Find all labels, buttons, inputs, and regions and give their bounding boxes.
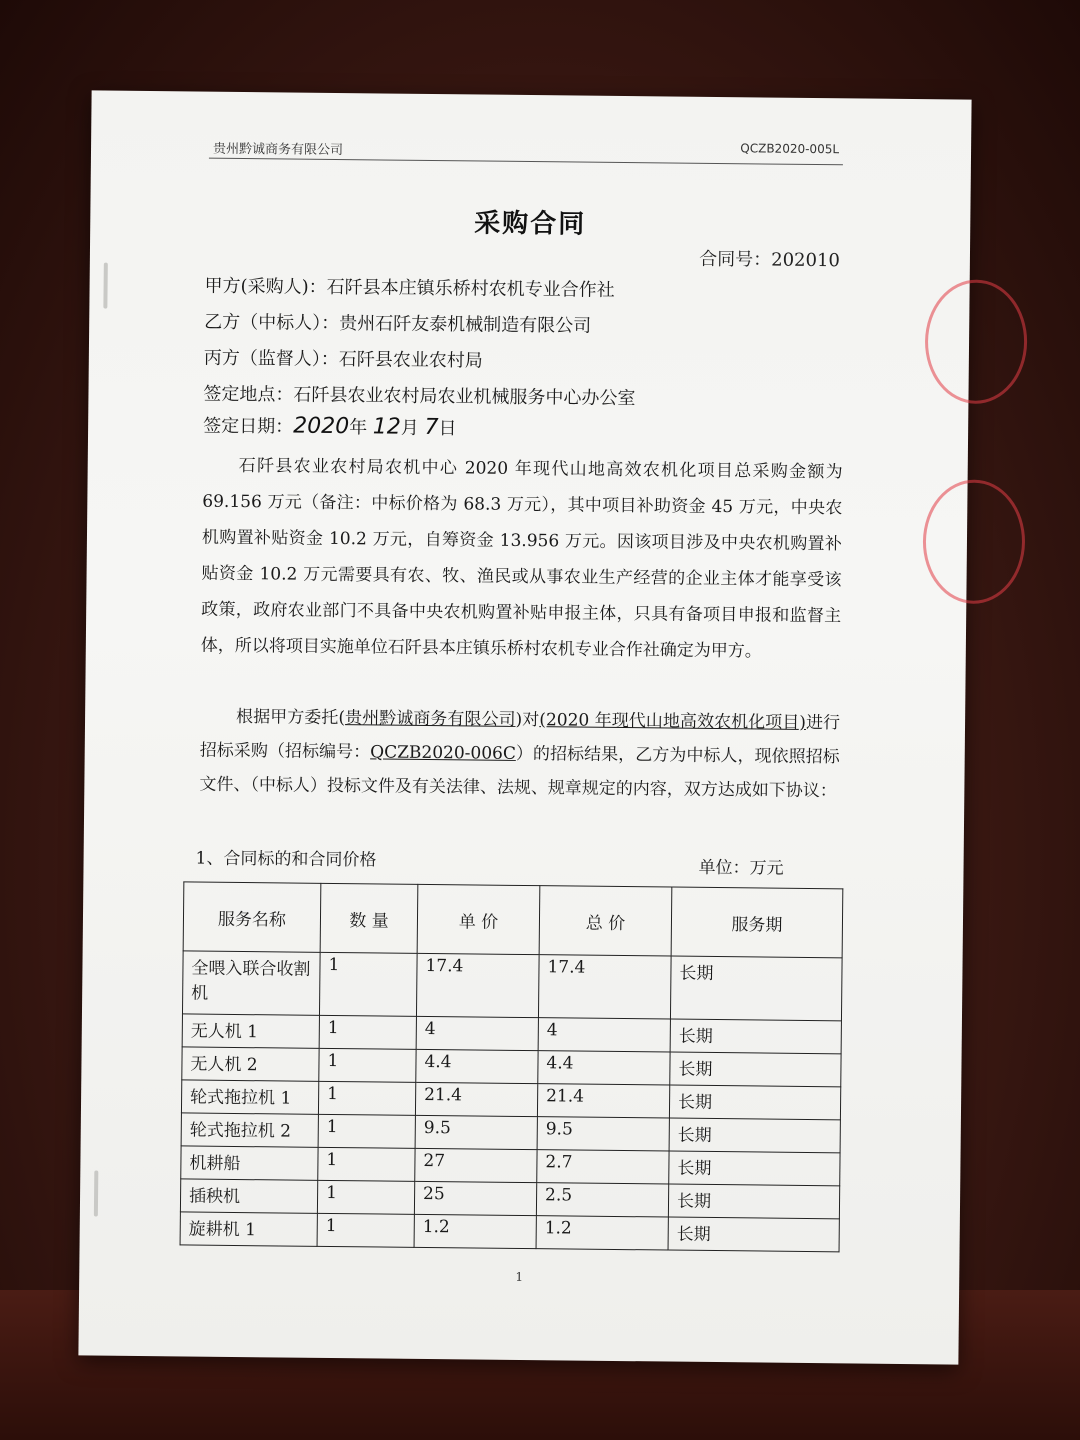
table-row <box>182 951 842 1021</box>
column-header: 总 价 <box>539 886 672 956</box>
table-row <box>180 1212 839 1252</box>
cell-unit-price: 1.2 <box>414 1214 536 1248</box>
agreement-text-2: )对 <box>515 709 540 731</box>
sign-date-month: 12 <box>372 414 402 440</box>
cell-service-period: 长期 <box>670 956 842 1021</box>
unit-label: 单位：万元 <box>698 857 784 879</box>
column-header: 服务期 <box>671 887 843 958</box>
cell-total-price: 1.2 <box>536 1216 668 1250</box>
page-title: 采购合同 <box>474 208 587 240</box>
cell-qty: 1 <box>318 1147 415 1181</box>
contract-page <box>78 90 971 1364</box>
sign-location <box>203 380 635 411</box>
cell-qty: 1 <box>318 1114 415 1148</box>
column-header: 数 量 <box>320 883 418 953</box>
cell-total-price: 21.4 <box>537 1084 669 1118</box>
party-b-value: 贵州石阡友泰机械制造有限公司 <box>339 313 592 337</box>
header-company: 贵州黔诚商务有限公司 <box>212 141 344 159</box>
cell-name: 插秧机 <box>180 1179 317 1213</box>
agreement-tender-no: QCZB2020-006C <box>370 742 516 764</box>
sign-date-year: 2020 <box>293 413 350 440</box>
sign-date-day-unit: 日 <box>438 418 457 440</box>
column-header: 单 价 <box>417 884 540 954</box>
cell-total-price: 2.7 <box>537 1150 669 1184</box>
agreement-text-1: 根据甲方委托( <box>235 706 346 729</box>
table-header-row <box>183 882 843 958</box>
cell-unit-price: 21.4 <box>415 1082 537 1116</box>
party-a-label: 甲方(采购人)： <box>204 275 327 298</box>
cell-name: 无人机 1 <box>182 1014 319 1048</box>
cell-qty: 1 <box>319 1015 416 1049</box>
cell-unit-price: 9.5 <box>415 1115 537 1149</box>
cell-service-period: 长期 <box>669 1085 840 1120</box>
binding-hole <box>94 1171 98 1217</box>
cell-total-price: 2.5 <box>536 1183 668 1217</box>
party-b <box>204 308 591 338</box>
cell-name: 无人机 2 <box>182 1047 319 1081</box>
party-a <box>204 272 614 302</box>
cell-qty: 1 <box>318 1081 415 1115</box>
sign-date-month-unit: 月 <box>400 417 419 439</box>
party-c-value: 石阡县农业农村局 <box>338 349 483 372</box>
column-header: 服务名称 <box>183 882 321 952</box>
cell-qty: 1 <box>317 1180 414 1214</box>
cell-unit-price: 25 <box>414 1181 536 1215</box>
sign-date <box>203 412 457 441</box>
cell-service-period: 长期 <box>670 1052 841 1087</box>
cell-name: 旋耕机 1 <box>180 1212 317 1246</box>
sign-date-label: 签定日期： <box>203 415 294 438</box>
red-seal-stamp <box>924 279 1027 404</box>
cell-total-price: 4.4 <box>538 1051 670 1085</box>
agreement-project: (2020 年现代山地高效农机化项目) <box>539 710 807 733</box>
cell-total-price: 4 <box>538 1018 670 1052</box>
cell-name: 轮式拖拉机 1 <box>181 1080 318 1114</box>
price-table <box>180 881 844 1252</box>
cell-unit-price: 4 <box>416 1016 538 1050</box>
cell-qty: 1 <box>317 1213 414 1247</box>
paragraph-background: 石阡县农业农村局农机中心 2020 年现代山地高效农机化项目总采购金额为 69.156 万元（备注：中标价格为 68.3 万元），其中项目补助资金 45 万元，中央农机购置补贴资金 10.2 万元，自筹资金 13.956 万元。因该项目涉及中央农机购置补贴资金 10.2 万元需要具有农、牧、渔民或从事农业生产经营的企业主体才能享受该政策，政府农业部门不具备中央农机购置补贴申报主体，只具有备项目申报和监督主体，所以将项目实施单位石阡县本庄镇乐桥村农机专业合作社确定为甲方。 <box>200 455 843 662</box>
cell-service-period: 长期 <box>669 1118 840 1153</box>
agreement-text-4: ）的招标结果，乙方为中标人，现依照招标文件、（中标人）投标文件及有关法律、法规、规章规定的内容，双方达成如下协议： <box>199 743 840 802</box>
cell-service-period: 长期 <box>668 1184 839 1219</box>
cell-total-price: 17.4 <box>538 955 671 1019</box>
header-code: QCZB2020-005L <box>740 141 840 157</box>
sign-location-label: 签定地点： <box>203 383 294 406</box>
cell-name: 轮式拖拉机 2 <box>181 1113 318 1147</box>
party-b-label: 乙方（中标人）： <box>204 311 340 335</box>
agreement-text-3: 进行招标采购（招标编号： <box>199 712 841 763</box>
header-rule <box>209 158 843 166</box>
party-a-value: 石阡县本庄镇乐桥村农机专业合作社 <box>326 276 615 301</box>
cell-service-period: 长期 <box>670 1019 841 1054</box>
cell-unit-price: 17.4 <box>416 953 539 1017</box>
sign-date-year-unit: 年 <box>349 417 368 439</box>
sign-date-day: 7 <box>424 414 439 441</box>
contract-number: 合同号：202010 <box>699 248 841 272</box>
cell-qty: 1 <box>319 1048 416 1082</box>
cell-unit-price: 4.4 <box>416 1049 538 1083</box>
cell-unit-price: 27 <box>415 1148 537 1182</box>
cell-total-price: 9.5 <box>537 1117 669 1151</box>
paragraph-agreement <box>199 700 840 809</box>
red-seal-stamp <box>922 479 1025 604</box>
cell-qty: 1 <box>319 952 417 1016</box>
agreement-agent: 贵州黔诚商务有限公司 <box>344 708 516 730</box>
cell-name: 机耕船 <box>181 1146 318 1180</box>
binding-hole <box>103 263 107 309</box>
party-c <box>204 344 483 373</box>
party-c-label: 丙方（监督人）： <box>203 347 339 371</box>
cell-name: 全喂入联合收割机 <box>182 951 320 1015</box>
cell-service-period: 长期 <box>669 1151 840 1186</box>
cell-service-period: 长期 <box>668 1217 839 1252</box>
page-number: 1 <box>515 1269 524 1285</box>
section-title: 1、合同标的和合同价格 <box>195 848 377 871</box>
sign-location-value: 石阡县农业农村局农业机械服务中心办公室 <box>293 384 636 410</box>
